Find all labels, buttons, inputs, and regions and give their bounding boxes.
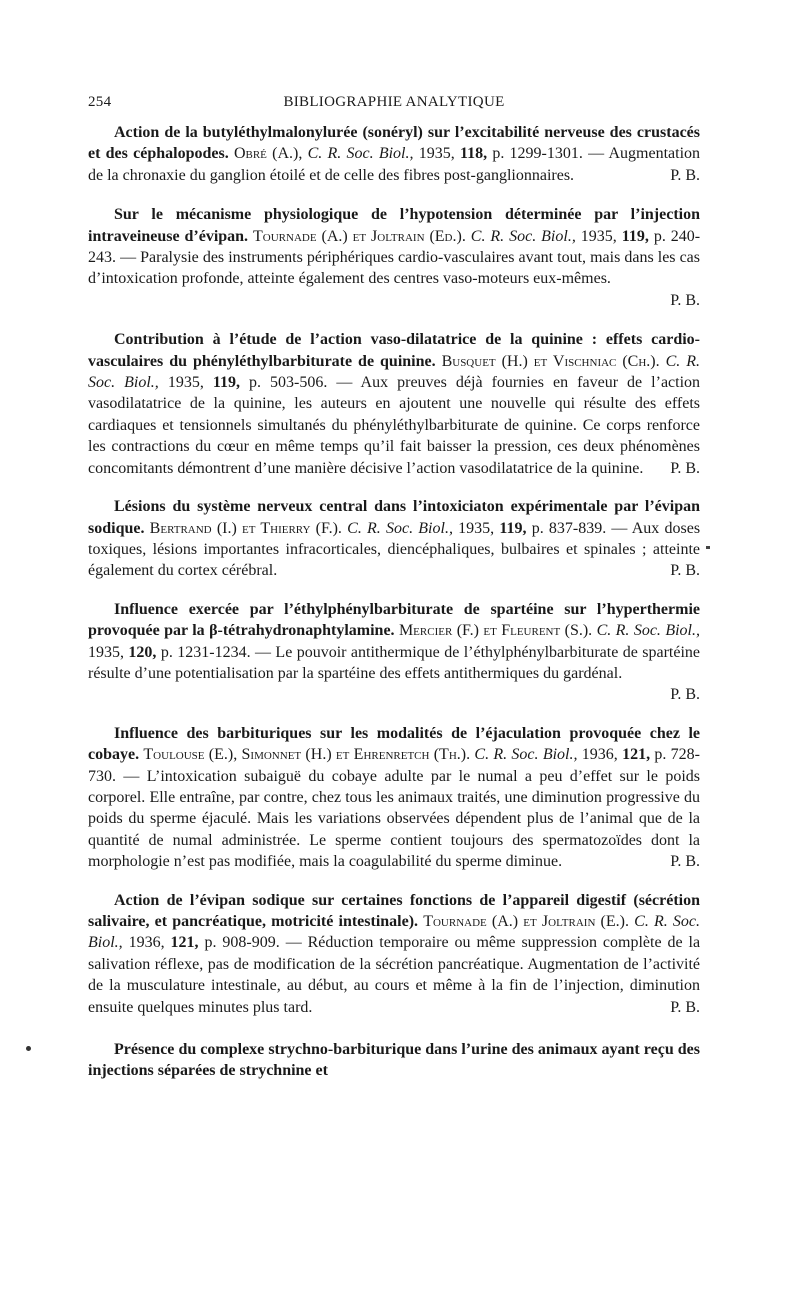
entry-signature: P. B. xyxy=(670,459,700,477)
entry-pages: p. 837-839. xyxy=(531,519,607,537)
entry-authors: Tournade (A.) et Joltrain (Ed.). xyxy=(253,227,466,245)
entry-paragraph xyxy=(88,1039,700,1082)
entry-signature: P. B. xyxy=(670,998,700,1016)
entry-year: 1936, xyxy=(581,746,618,764)
entry-authors: Toulouse (E.), Simonnet (H.) et Ehrenretch (Th.). xyxy=(143,746,471,764)
entry-journal: C. R. Soc. Biol., xyxy=(88,913,701,952)
entry-signature: P. B. xyxy=(670,686,700,704)
entry-pages: p. 1299-1301. xyxy=(492,145,583,163)
entry-year: 1935, xyxy=(167,374,204,392)
entry-title: Action de l’évipan sodique sur certaines fonctions de l’appareil digestif (sécrétion salivaire, et pancréatique, motricité intestinale). xyxy=(88,891,700,930)
entry-journal: C. R. Soc. Biol., xyxy=(347,519,453,537)
entry-journal: C. R. Soc. Biol., xyxy=(596,622,700,640)
entry-signature: P. B. xyxy=(670,562,700,580)
entry-year: 1936, xyxy=(128,934,165,952)
entry-year: 1935, xyxy=(580,227,617,245)
entry-volume: 121, xyxy=(170,934,199,952)
entry-pages: p. 240-243. xyxy=(88,227,701,267)
running-head xyxy=(88,94,700,116)
entry-authors: Obré (A.), xyxy=(233,145,303,163)
entry-title: Influence exercée par l’éthylphénylbarbiturate de spartéine sur l’hyperthermie provoquée par la β-tétrahydronaphtylamine. xyxy=(88,600,700,640)
entry-title: Lésions du système nerveux central dans l’intoxiciaton expérimentale par l’évipan sodique. xyxy=(88,498,700,537)
entry-pages: p. 503-506. xyxy=(249,374,328,392)
entry-paragraph xyxy=(88,599,700,685)
entry-summary: — Aux preuves déjà fournies en faveur de l’action vasodilatatrice de la quinine, les auteurs en ajoutent une nouvelle qui résulte des effets cardiaques et tensionnels simultanés du phényléthylbarbiturate de quinine. Ce corps renforce les contractions du cœur en même temps qu’il fait baisser la pression, ces deux phénomènes concomitants démontrent d’une manière décisive l’action vasodilatatrice de la quinine. xyxy=(88,374,701,477)
print-mark xyxy=(706,546,710,549)
bibliography-entry xyxy=(88,890,700,1018)
entry-signature: P. B. xyxy=(670,853,700,871)
entry-signature: P. B. xyxy=(670,166,700,184)
bibliography-entry xyxy=(88,599,700,706)
entry-authors: Tournade (A.) et Joltrain (E.). xyxy=(423,913,629,930)
entry-journal: C. R. Soc. Biol., xyxy=(307,145,414,163)
entry-pages: p. 728-730. xyxy=(88,746,701,785)
entry-summary: — Aux doses toxiques, lésions importantes infracorticales, diencéphaliques, bulbaires et spinales ; atteinte également du cortex cérébral. xyxy=(88,519,701,580)
entry-volume: 120, xyxy=(128,643,157,661)
entry-paragraph xyxy=(88,723,700,873)
entry-title: Sur le mécanisme physiologique de l’hypotension déterminée par l’injection intraveineuse d’évipan. xyxy=(88,206,700,245)
entry-pages: p. 908-909. xyxy=(204,934,280,952)
entry-paragraph xyxy=(88,890,700,1018)
entry-pages: p. 1231-1234. xyxy=(160,643,251,661)
entry-journal: C. R. Soc. Biol., xyxy=(474,746,578,764)
entry-year: 1935, xyxy=(88,643,124,661)
entry-summary: — Réduction temporaire ou même suppression complète de la salivation réflexe, pas de modification de la sécrétion pancréatique. Augmentation de l’activité de la musculature intestinale, au début, au cours et même à la fin de l’injection, diminution ensuite quelques minutes plus tard. xyxy=(88,934,701,1016)
entry-paragraph xyxy=(88,496,700,582)
entry-title: Présence du complexe strychno-barbiturique dans l’urine des animaux ayant reçu des injections séparées de strychnine et xyxy=(88,1041,700,1080)
entry-paragraph xyxy=(88,204,700,290)
entry-volume: 118, xyxy=(459,145,488,163)
bibliography-entry xyxy=(88,122,700,186)
entry-title: Contribution à l’étude de l’action vaso-dilatatrice de la quinine : effets cardio-vasculaires du phényléthylbarbiturate de quinine. xyxy=(88,331,700,370)
page-number: 254 xyxy=(88,94,112,110)
entry-authors: Busquet (H.) et Vischniac (Ch.). xyxy=(441,352,660,370)
bibliography-entry xyxy=(88,329,700,479)
entry-signature: P. B. xyxy=(670,291,700,309)
entry-summary: — Paralysie des instruments périphériques cardio-vasculaires avant tout, mais dans les cas d’intoxication profonde, atteinte également des centres vaso-moteurs eux-mêmes. xyxy=(88,249,701,288)
entry-volume: 119, xyxy=(499,519,527,537)
bibliography-entry xyxy=(88,1039,700,1082)
page xyxy=(88,94,700,1082)
running-title: BIBLIOGRAPHIE ANALYTIQUE xyxy=(283,94,505,110)
entry-authors: Bertrand (I.) et Thierry (F.). xyxy=(149,519,342,537)
entry-title: Action de la butyléthylmalonylurée (sonéryl) sur l’excitabilité nerveuse des crustacés et des céphalopodes. xyxy=(88,124,700,163)
entry-paragraph xyxy=(88,329,700,479)
entry-summary: — Augmentation de la chronaxie du ganglion étoilé et de celle des fibres post-ganglionnaires. xyxy=(88,145,701,184)
bibliography-entry xyxy=(88,723,700,873)
bibliography-entry xyxy=(88,496,700,582)
entry-year: 1935, xyxy=(418,145,455,163)
margin-dot xyxy=(26,1046,31,1051)
entry-summary: — L’intoxication subaiguë du cobaye adulte par le numal a peu d’effet sur le poids corporel. Elle entraîne, par contre, chez tous les animaux traités, une diminution progressive du poids du sperme éjaculé. Mais les variations observées dépendent plus de l’animal que de la quantité de numal administrée. Le sperme contient toujours des spermatozoïdes dont la morphologie n’est pas modifiée, mais la coagulabilité du sperme diminue. xyxy=(88,767,701,871)
entry-journal: C. R. Soc. Biol., xyxy=(470,227,576,245)
entry-paragraph xyxy=(88,122,700,186)
entry-summary: — Le pouvoir antithermique de l’éthylphénylbarbiturate de spartéine résulte d’une potentialisation par la spartéine des effets antithermiques du gardénal. xyxy=(88,643,701,682)
entry-volume: 119, xyxy=(212,374,240,392)
entry-year: 1935, xyxy=(458,519,495,537)
entry-title: Influence des barbituriques sur les modalités de l’éjaculation provoquée chez le cobaye. xyxy=(88,724,700,764)
entry-volume: 121, xyxy=(622,746,651,764)
entry-journal: C. R. Soc. Biol., xyxy=(88,352,701,392)
entry-authors: Mercier (F.) et Fleurent (S.). xyxy=(398,622,593,640)
bibliography-entry xyxy=(88,204,700,311)
entry-volume: 119, xyxy=(621,227,649,245)
